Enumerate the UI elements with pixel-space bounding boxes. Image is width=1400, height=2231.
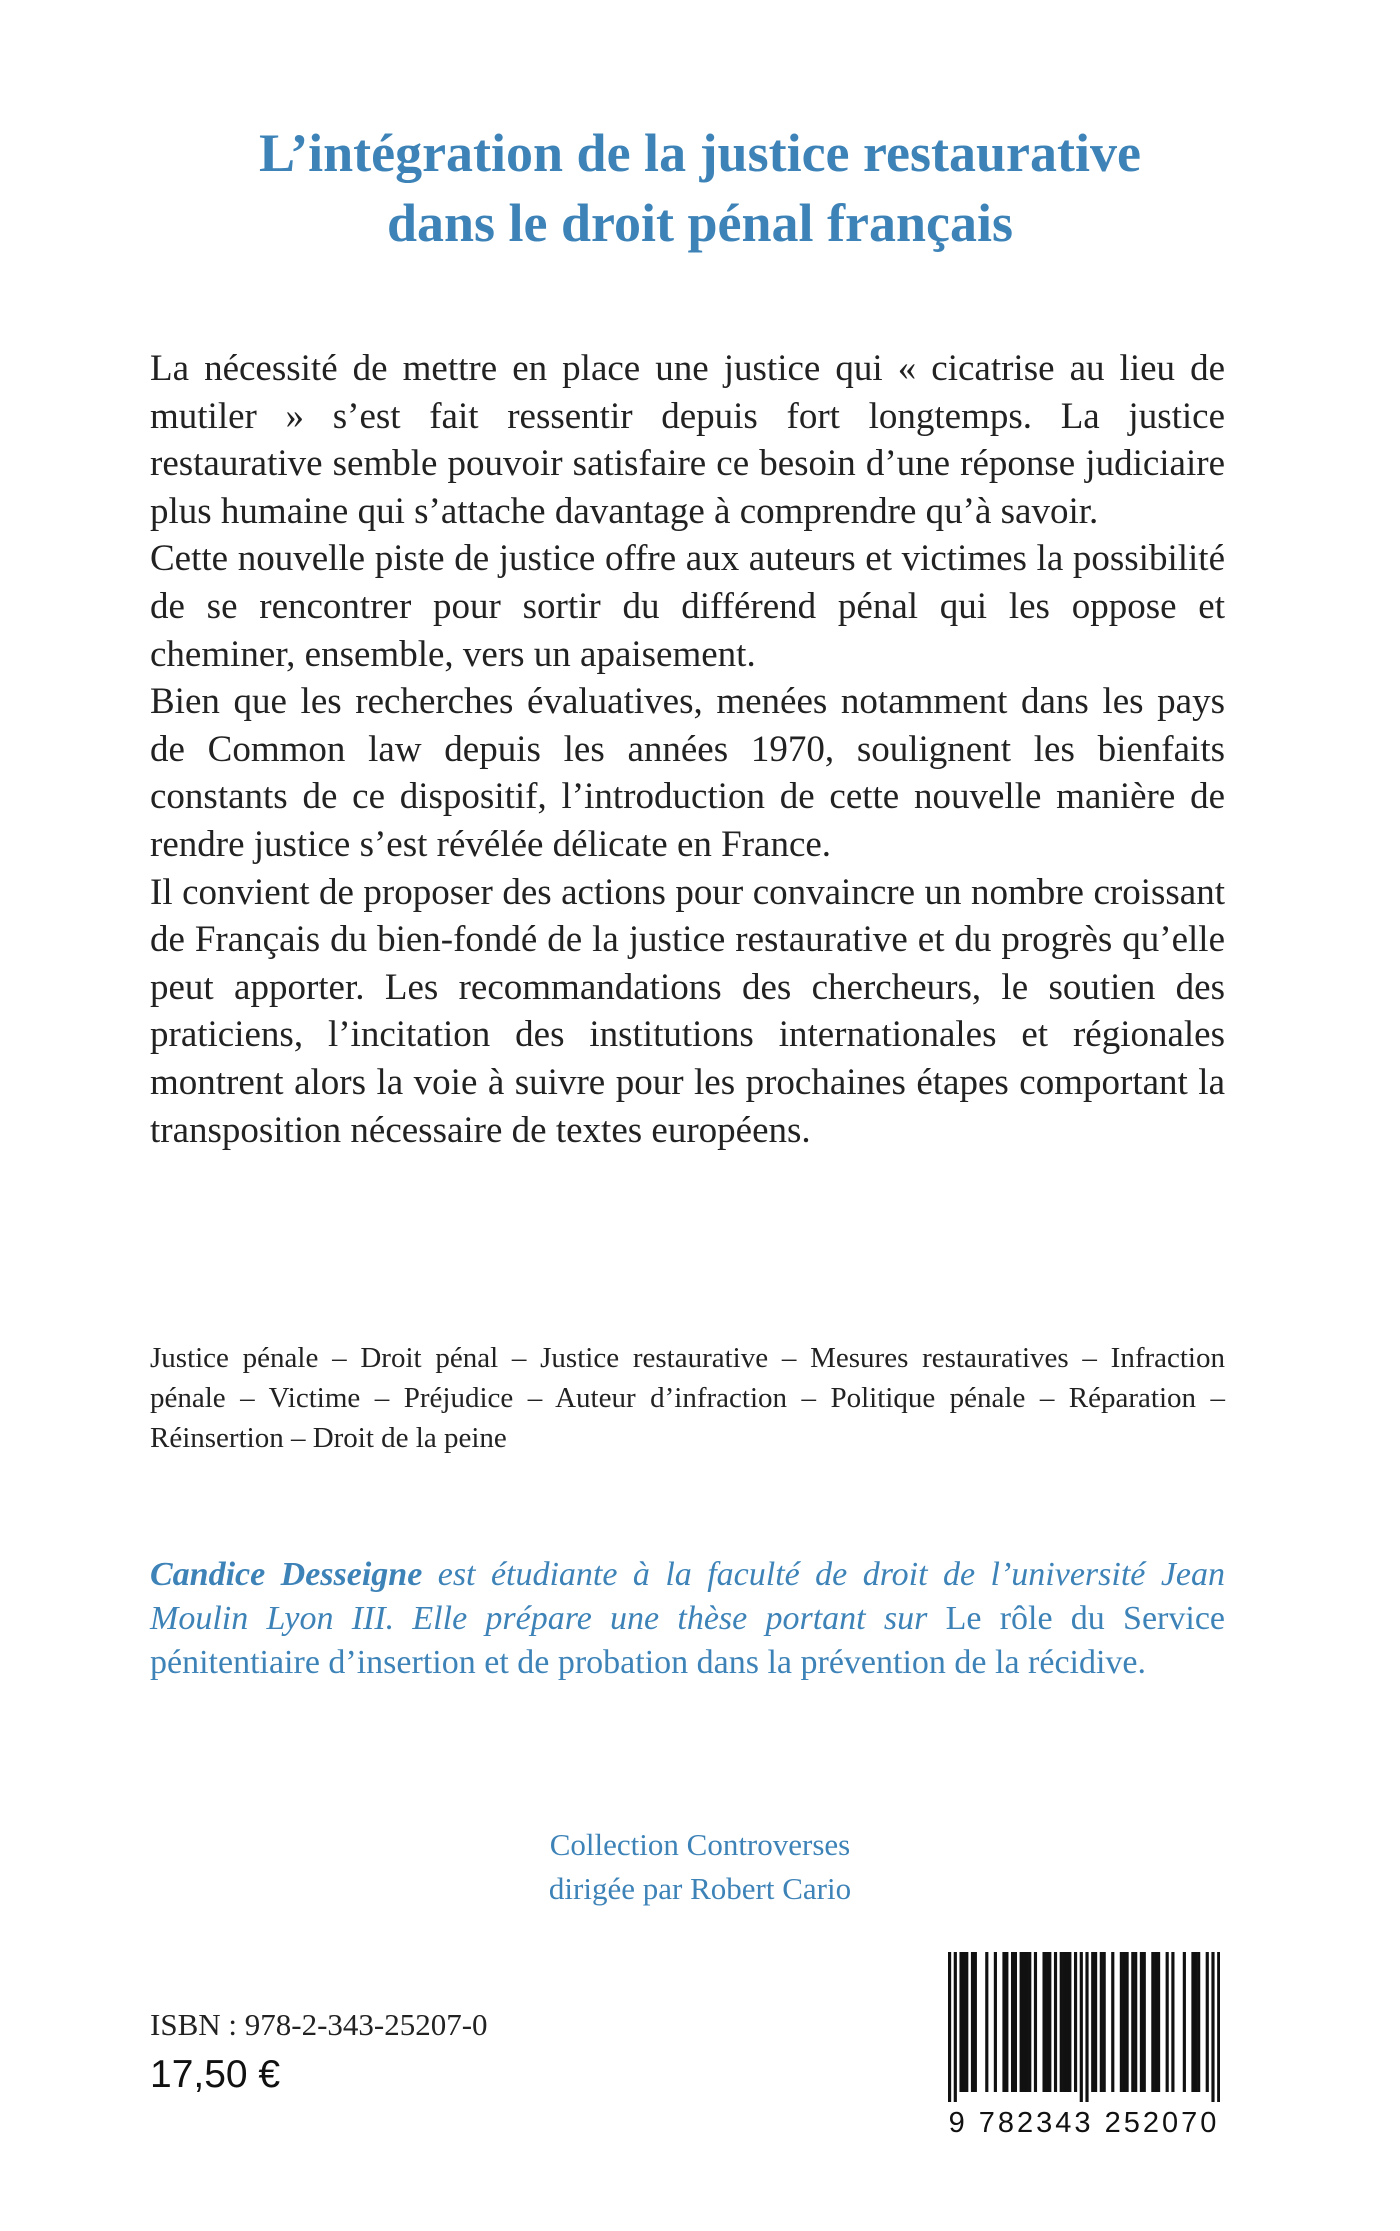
keywords-list: Justice pénale – Droit pénal – Justice restaurative – Mesures restauratives – Infraction pénale – Victime – Préjudice – Auteur d’infraction – Politique pénale – Réparation – Réinsertion – Droit de la peine [150, 1342, 1225, 1454]
barcode [948, 1952, 1220, 2140]
isbn: ISBN : 978-2-343-25207-0 [150, 2007, 488, 2042]
summary-paragraph-4: Il convient de proposer des actions pour convaincre un nombre croissant de Français du bien-fondé de la justice restaurative et du progrès qu’elle peut apporter. Les recommandations des chercheurs, le soutien des praticiens, l’incitation des institutions internationales et régionales montrent alors la voie à suivre pour les prochaines étapes comportant la transposition nécessaire de textes européens. [150, 871, 1225, 1151]
summary-text [150, 345, 1225, 1154]
barcode-bar [1154, 1952, 1157, 2092]
barcode-bar [1048, 1952, 1051, 2092]
summary-paragraph-1: La nécessité de mettre en place une justice qui « cicatrise au lieu de mutiler » s’est fait ressentir depuis fort longtemps. La justice restaurative semble pouvoir satisfaire ce besoin d’une réponse judiciaire plus humaine qui s’attache davantage à comprendre qu’à savoir. [150, 348, 1225, 532]
barcode-bar [1034, 1952, 1037, 2092]
book-title-line-2: dans le droit pénal français [386, 193, 1014, 253]
price: 17,50 € [150, 2053, 281, 2096]
barcode-bar [1045, 1952, 1048, 2092]
barcode-bar [1028, 1952, 1031, 2092]
barcode-bar [1054, 1952, 1057, 2092]
barcode-bar [1002, 1952, 1005, 2092]
barcode-bar [1217, 1952, 1220, 2102]
barcode-bar [1094, 1952, 1097, 2092]
book-title [150, 118, 1250, 258]
barcode-bar [1157, 1952, 1160, 2092]
barcode-bar [1103, 1952, 1106, 2092]
barcode-bars [948, 1952, 1220, 2102]
barcode-bar [1025, 1952, 1028, 2092]
barcode-bar [1022, 1952, 1025, 2092]
barcode-bar [962, 1952, 965, 2092]
collection-info [480, 1823, 920, 1911]
barcode-bar [1151, 1952, 1154, 2092]
barcode-bar [1166, 1952, 1169, 2092]
summary-paragraph-3: Bien que les recherches évaluatives, menées notamment dans les pays de Common law depuis les années 1970, soulignent les bienfaits constants de ce dispositif, l’introduction de cette nouvelle manière de rendre justice s’est révélée délicate en France. [150, 681, 1225, 865]
barcode-bar [1100, 1952, 1103, 2092]
barcode-bar [1171, 1952, 1174, 2092]
barcode-bar [1143, 1952, 1146, 2092]
barcode-bar [1206, 1952, 1209, 2092]
barcode-bar [985, 1952, 988, 2092]
author-bio-text: est étudiante à la faculté de droit de l’université Jean Moulin Lyon III. Elle prépare une thèse portant sur [150, 1556, 1225, 1637]
barcode-bar [1020, 1952, 1023, 2092]
barcode-bar [974, 1952, 977, 2092]
barcode-bar [1111, 1952, 1114, 2092]
barcode-bar [959, 1952, 962, 2092]
barcode-digits: 9 782343 252070 [948, 2107, 1220, 2139]
barcode-bar [948, 1952, 951, 2102]
barcode-bar [1014, 1952, 1017, 2092]
barcode-bar [1065, 1952, 1068, 2092]
barcode-bar [1011, 1952, 1014, 2092]
barcode-bar [1123, 1952, 1126, 2092]
barcode-bar [1091, 1952, 1094, 2092]
collection-director: dirigée par Robert Cario [548, 1871, 852, 1906]
barcode-bar [965, 1952, 968, 2092]
barcode-bar [1042, 1952, 1045, 2092]
author-bio-end: . [1137, 1644, 1147, 1681]
barcode-bar [1131, 1952, 1134, 2092]
barcode-bar [1211, 1952, 1214, 2102]
barcode-bar [1194, 1952, 1197, 2092]
barcode-bar [1197, 1952, 1200, 2092]
barcode-bar [1120, 1952, 1123, 2092]
thesis-title: Le rôle du Service pénitentiaire d’insertion et de probation dans la prévention de la récidive [150, 1600, 1226, 1681]
summary-paragraph-2: Cette nouvelle piste de justice offre aux auteurs et victimes la possibilité de se rencontrer pour sortir du différend pénal qui les oppose et cheminer, ensemble, vers un apaisement. [150, 538, 1225, 675]
barcode-bar [1126, 1952, 1129, 2092]
barcode-bar [1068, 1952, 1071, 2092]
barcode-bar [1063, 1952, 1066, 2092]
barcode-bar [1183, 1952, 1186, 2092]
barcode-bar [954, 1952, 957, 2102]
barcode-bar [1074, 1952, 1077, 2092]
barcode-bar [1134, 1952, 1137, 2092]
barcode-bar [1060, 1952, 1063, 2092]
barcode-bar [1085, 1952, 1088, 2102]
barcode-bar [1005, 1952, 1008, 2092]
author-bio [150, 1553, 1225, 1685]
barcode-bar [1080, 1952, 1083, 2102]
barcode-bar [994, 1952, 997, 2092]
barcode-bar [1191, 1952, 1194, 2092]
author-name: Candice Desseigne [150, 1556, 423, 1593]
collection-name: Collection Controverses [549, 1827, 851, 1862]
barcode-bar [1140, 1952, 1143, 2092]
book-title-line-1: L’intégration de la justice restaurative [259, 123, 1141, 183]
barcode-bar [971, 1952, 974, 2092]
